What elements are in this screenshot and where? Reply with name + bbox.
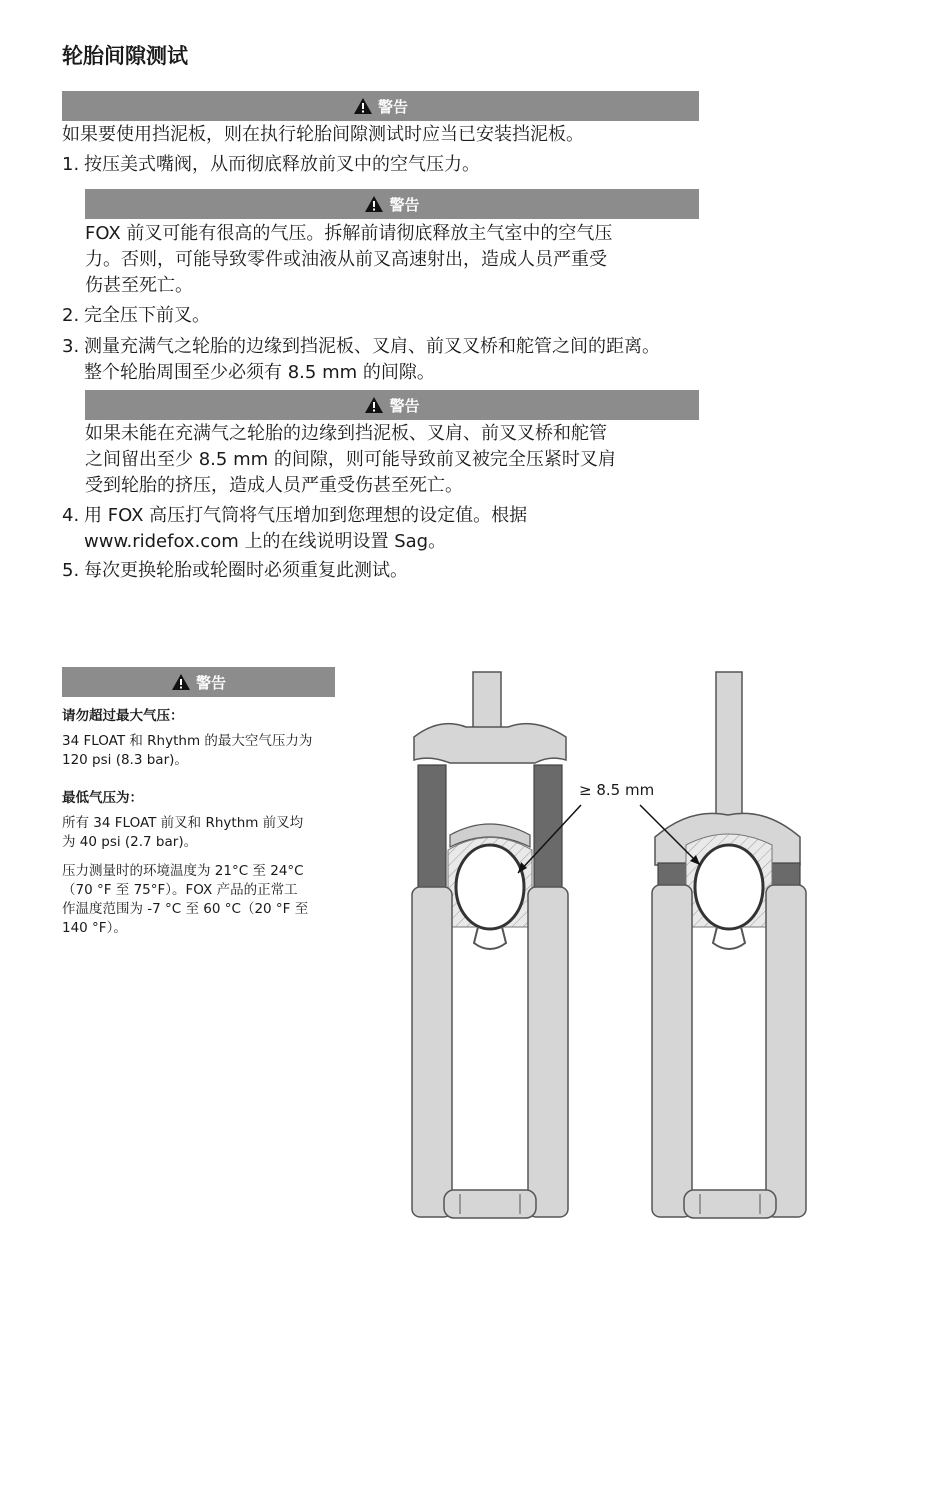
fork-left [412,672,568,1218]
text-line: 34 FLOAT 和 Rhythm 的最大空气压力为 [62,733,313,749]
warning-1-text [85,221,699,299]
page-title: 轮胎间隙测试 [62,44,188,68]
fork-right [652,672,806,1218]
warning-triangle-icon [364,396,384,414]
step-number: 2. [62,305,80,326]
warning-line: 之间留出至少 8.5 mm 的间隙，则可能导致前叉被完全压紧时叉肩 [85,449,616,470]
warning-triangle-icon [364,195,384,213]
max-pressure-text [62,732,335,770]
warning-bar [62,667,335,697]
warning-label: 警告 [377,97,408,116]
step-text: 按压美式嘴阀，从而彻底释放前叉中的空气压力。 [84,154,480,175]
warning-line: 如果未能在充满气之轮胎的边缘到挡泥板、叉肩、前叉叉桥和舵管 [85,423,607,444]
step-number: 5. [62,560,80,581]
step-text: 测量充满气之轮胎的边缘到挡泥板、叉肩、前叉叉桥和舵管之间的距离。 [84,336,660,357]
warning-label: 警告 [389,396,420,415]
step-1 [62,152,480,178]
max-pressure-heading: 请勿超过最大气压： [62,708,184,724]
warning-triangle-icon [353,97,373,115]
warning-bar [85,189,699,219]
warning-label: 警告 [195,673,226,692]
step-text: 整个轮胎周围至少必须有 8.5 mm 的间隙。 [84,362,435,383]
text-line: 140 °F）。 [62,920,127,936]
text-line: 为 40 psi (2.7 bar)。 [62,834,198,850]
warning-triangle-icon [171,673,191,691]
warning-2-text [85,421,699,499]
step-text: 用 FOX 高压打气筒将气压增加到您理想的设定值。根据 [84,505,528,526]
step-number: 1. [62,154,80,175]
min-pressure-heading: 最低气压为： [62,790,143,806]
intro-text: 如果要使用挡泥板，则在执行轮胎间隙测试时应当已安装挡泥板。 [62,124,584,145]
step-text: 完全压下前叉。 [84,305,210,326]
step-2 [62,303,210,329]
step-4 [62,503,527,555]
fork-clearance-illustration [400,665,820,1245]
text-line: 压力测量时的环境温度为 21°C 至 24°C [62,863,304,879]
step-number: 4. [62,505,80,526]
step-3 [62,334,660,386]
warning-line: 力。否则，可能导致零件或油液从前叉高速射出，造成人员严重受 [85,249,607,270]
step-text: www.ridefox.com 上的在线说明设置 Sag。 [84,531,447,552]
warning-bar [62,91,699,121]
text-line: 作温度范围为 -7 °C 至 60 °C（20 °F 至 [62,901,309,917]
side-notes [62,707,335,938]
warning-label: 警告 [389,195,420,214]
warning-line: 受到轮胎的挤压，造成人员严重受伤甚至死亡。 [85,475,463,496]
step-5 [62,558,408,584]
text-line: 120 psi (8.3 bar)。 [62,752,188,768]
step-number: 3. [62,336,80,357]
step-text: 每次更换轮胎或轮圈时必须重复此测试。 [84,560,408,581]
text-line: （70 °F 至 75°F）。FOX 产品的正常工 [62,882,298,898]
min-pressure-text [62,814,335,852]
text-line: 所有 34 FLOAT 前叉和 Rhythm 前叉均 [62,815,304,831]
warning-line: FOX 前叉可能有很高的气压。拆解前请彻底释放主气室中的空气压 [85,223,613,244]
clearance-label: ≥ 8.5 mm [579,781,655,799]
warning-bar [85,390,699,420]
warning-line: 伤甚至死亡。 [85,275,193,296]
temperature-text [62,862,335,938]
